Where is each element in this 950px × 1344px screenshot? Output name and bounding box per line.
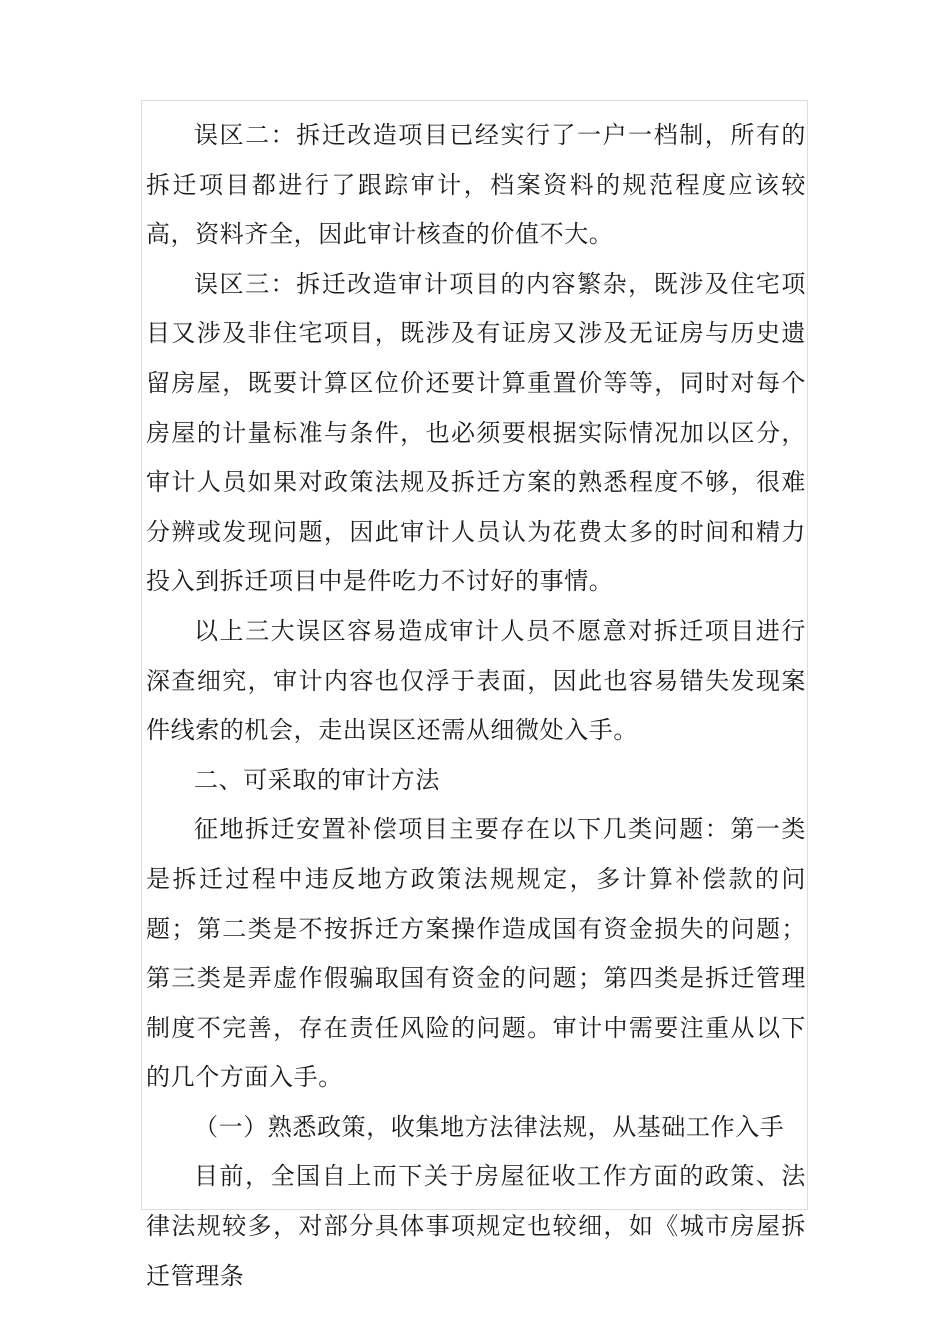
- paragraph-misconception-three: 误区三：拆迁改造审计项目的内容繁杂，既涉及住宅项目又涉及非住宅项目，既涉及有证房又涉及无证房与历史遗留房屋，既要计算区位价还要计算重置价等等，同时对每个房屋的计量标准与条件，也必须要根据实际情况加以区分，审计人员如果对政策法规及拆迁方案的熟悉程度不够，很难分辨或发现问题，因此审计人员认为花费太多的时间和精力投入到拆迁项目中是件吃力不讨好的事情。: [146, 269, 806, 596]
- paragraph-misconception-two: 误区二：拆迁改造项目已经实行了一户一档制，所有的拆迁项目都进行了跟踪审计，档案资料的规范程度应该较高，资料齐全，因此审计核查的价值不大。: [146, 121, 806, 249]
- paragraph-problem-types: 征地拆迁安置补偿项目主要存在以下几类问题：第一类是拆迁过程中违反地方政策法规规定，多计算补偿款的问题；第二类是不按拆迁方案操作造成国有资金损失的问题；第三类是弄虚作假骗取国有资金的问题；第四类是拆迁管理制度不完善，存在责任风险的问题。审计中需要注重从以下的几个方面入手。: [146, 815, 806, 1092]
- document-body: [146, 111, 806, 1301]
- section-heading-audit-methods: 二、可采取的审计方法: [194, 765, 440, 794]
- paragraph-summary: 以上三大误区容易造成审计人员不愿意对拆迁项目进行深查细究，审计内容也仅浮于表面，因此也容易错失发现案件线索的机会，走出误区还需从细微处入手。: [146, 616, 806, 745]
- subsection-heading-policy: （一）熟悉政策，收集地方法律法规，从基础工作入手: [194, 1112, 785, 1141]
- paragraph-current-regulations: 目前，全国自上而下关于房屋征收工作方面的政策、法律法规较多，对部分具体事项规定也较细，如《城市房屋拆迁管理条: [146, 1162, 806, 1290]
